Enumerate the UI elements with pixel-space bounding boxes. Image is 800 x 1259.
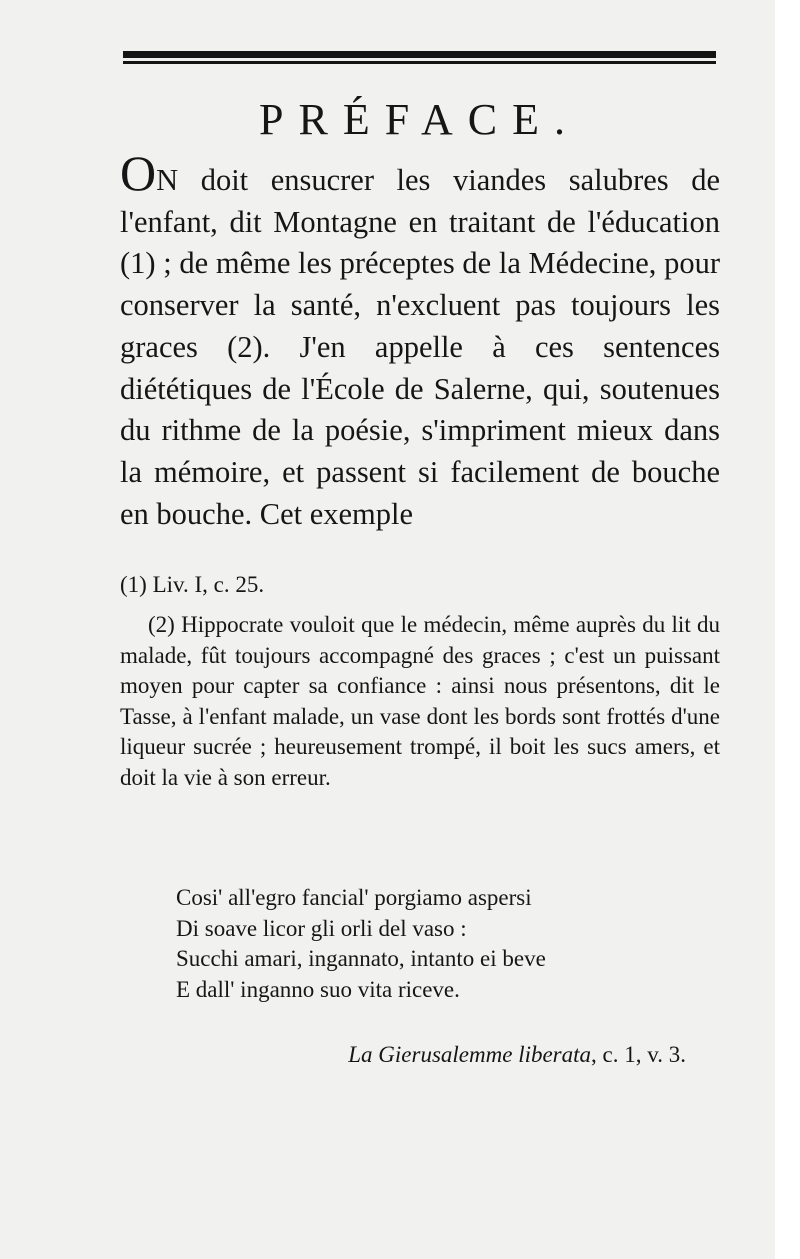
verse-line: Cosi' all'egro fancial' porgiamo aspersi [176, 885, 532, 910]
footnote-1-mark: (1) [120, 572, 147, 597]
verse-citation [120, 1040, 686, 1070]
drop-cap: O [120, 145, 157, 201]
verse-line: Succhi amari, ingannato, intanto ei beve [176, 946, 546, 971]
header-rule-thick [123, 51, 716, 58]
citation-ref: , c. 1, v. 3. [591, 1042, 686, 1067]
verse-line: E dall' inganno suo vita riceve. [176, 976, 460, 1002]
footnote-2-text: Hippocrate vouloit que le médecin, même auprès du lit du malade, fût toujours accompagné des graces ; c'est un puissant moyen pour capter sa confiance : ainsi nous présentons, dit le Tasse, à l'enfant malade, un vase dont les bords sont frottés d'une liqueur sucrée ; heureusement trompé, il boit les sucs amers, et doit la vie à son erreur. [120, 612, 720, 790]
footnote-2-mark: (2) [148, 612, 175, 637]
verse-quote [176, 883, 546, 1005]
footnote-2 [120, 610, 720, 793]
page-title: PRÉFACE. [259, 95, 580, 144]
preface-text: N doit ensucrer les viandes salubres de l'enfant, dit Montagne en traitant de l'éducation (1) ; de même les préceptes de la Médecine, pour conserver la santé, n'excluent pas toujours les graces (2). J'en appelle à ces sentences diététiques de l'École de Salerne, qui, soutenues du rithme de la poésie, s'impriment mieux dans la mémoire, et passent si facilement de bouche en bouche. Cet exemple [120, 163, 720, 531]
header-rule-thin [123, 61, 716, 64]
footnote-1-text: Liv. I, c. 25. [152, 572, 265, 597]
citation-work: La Gierusalemme liberata [348, 1042, 592, 1067]
footnote-1 [120, 570, 720, 601]
preface-paragraph [120, 145, 720, 535]
verse-line: Di soave licor gli orli del vaso : [176, 915, 467, 941]
page-margin [775, 0, 800, 1259]
